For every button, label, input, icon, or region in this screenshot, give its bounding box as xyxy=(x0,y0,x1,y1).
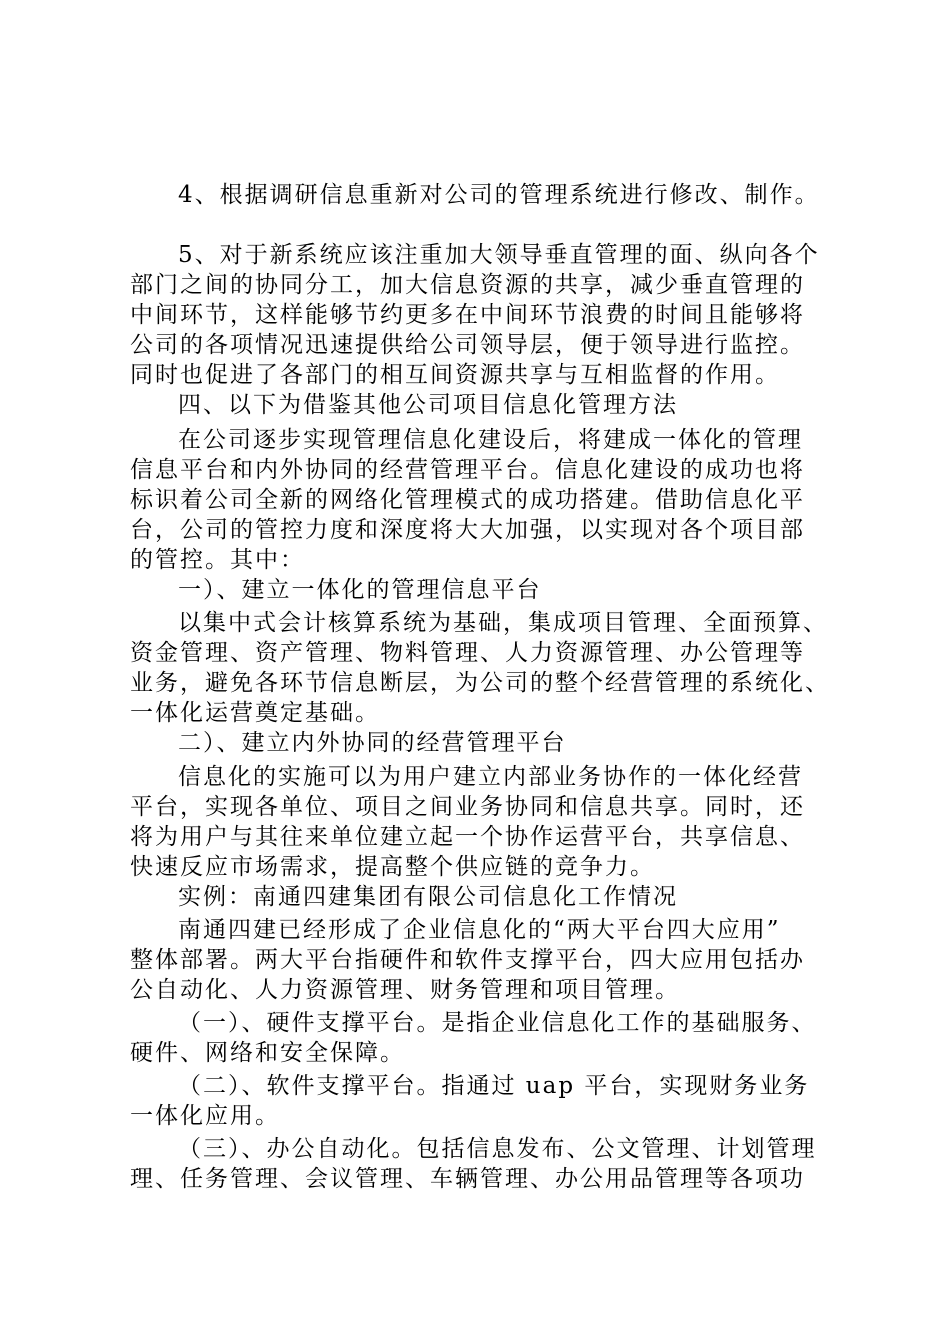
text-line-5: 公司的各项情况迅速提供给公司领导层，便于领导进行监控。 xyxy=(130,332,805,358)
text-line-26: 公自动化、人力资源管理、财务管理和项目管理。 xyxy=(130,977,680,1003)
text-line-29: （二）、软件支撑平台。指通过 uap 平台，实现财务业务 xyxy=(178,1073,810,1099)
text-line-22: 快速反应市场需求，提高整个供应链的竞争力。 xyxy=(130,854,655,880)
text-line-25: 整体部署。两大平台指硬件和软件支撑平台，四大应用包括办 xyxy=(130,947,805,973)
text-line-28: 硬件、网络和安全保障。 xyxy=(130,1040,405,1066)
text-line-31: （三）、办公自动化。包括信息发布、公文管理、计划管理 xyxy=(178,1136,817,1162)
text-line-20: 平台，实现各单位、项目之间业务协同和信息共享。同时，还 xyxy=(130,794,805,820)
text-line-14: 以集中式会计核算系统为基础，集成项目管理、全面预算、 xyxy=(178,610,828,636)
section-heading-four: 四、以下为借鉴其他公司项目信息化管理方法 xyxy=(178,392,678,418)
text-line-19: 信息化的实施可以为用户建立内部业务协作的一体化经营 xyxy=(178,764,803,790)
text-line-1: 4、根据调研信息重新对公司的管理系统进行修改、制作。 xyxy=(178,182,820,208)
text-line-6: 同时也促进了各部门的相互间资源共享与互相监督的作用。 xyxy=(130,362,780,388)
text-line-4: 中间环节，这样能够节约更多在中间环节浪费的时间且能够将 xyxy=(130,302,805,328)
text-line-16: 业务，避免各环节信息断层，为公司的整个经营管理的系统化、 xyxy=(130,670,830,696)
text-line-24: 南通四建已经形成了企业信息化的“两大平台四大应用” xyxy=(178,917,781,943)
text-line-30: 一体化应用。 xyxy=(130,1103,280,1129)
example-heading: 实例：南通四建集团有限公司信息化工作情况 xyxy=(178,884,678,910)
text-line-8: 在公司逐步实现管理信息化建设后，将建成一体化的管理 xyxy=(178,427,803,453)
text-line-11: 台，公司的管控力度和深度将大大加强，以实现对各个项目部 xyxy=(130,517,805,543)
text-line-12: 的管控。其中： xyxy=(130,547,305,573)
text-line-9: 信息平台和内外协同的经营管理平台。信息化建设的成功也将 xyxy=(130,457,805,483)
text-line-32: 理、任务管理、会议管理、车辆管理、办公用品管理等各项功 xyxy=(130,1166,805,1192)
text-line-2: 5、对于新系统应该注重加大领导垂直管理的面、纵向各个 xyxy=(178,242,820,268)
text-line-21: 将为用户与其往来单位建立起一个协作运营平台，共享信息、 xyxy=(130,824,805,850)
text-line-3: 部门之间的协同分工，加大信息资源的共享，减少垂直管理的 xyxy=(130,272,805,298)
text-line-27: （一）、硬件支撑平台。是指企业信息化工作的基础服务、 xyxy=(178,1010,817,1036)
text-line-15: 资金管理、资产管理、物料管理、人力资源管理、办公管理等 xyxy=(130,640,805,666)
subheading-one: 一）、建立一体化的管理信息平台 xyxy=(178,577,542,603)
text-line-17: 一体化运营奠定基础。 xyxy=(130,700,380,726)
subheading-two: 二）、建立内外协同的经营管理平台 xyxy=(178,730,567,756)
text-line-10: 标识着公司全新的网络化管理模式的成功搭建。借助信息化平 xyxy=(130,487,805,513)
